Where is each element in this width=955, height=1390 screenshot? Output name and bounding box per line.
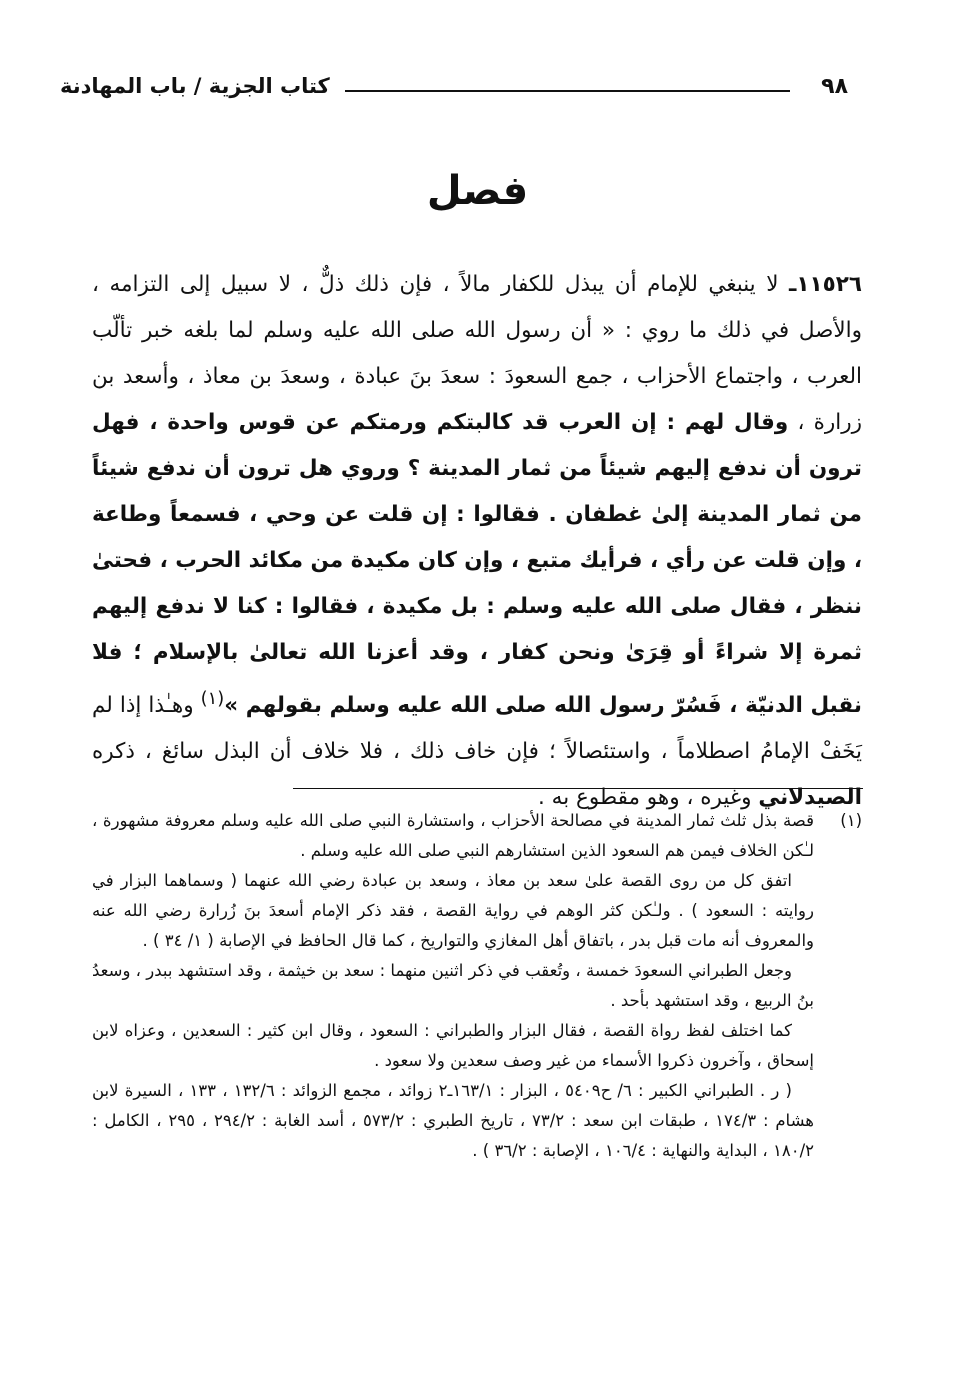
segment-bold: وقال لهم : إن العرب قد كالبتكم ورمتكم عن قوس واحدة ، فهل ترون أن ندفع إليهم شيئاً من ثمار المدينة ؟ وروي هل ترون أن ندفع شيئاً من ثمار المدينة إلىٰ غطفان . فقالوا : إن قلت عن وحي ، فسمعاً وطاعة ، وإن قلت عن رأي ، فرأيك متبع ، وإن كان مكيدة من مكائد الحرب ، فحتىٰ ننظر ، فقال صلى الله عليه وسلم : بل مكيدة ، فقالوا : كنا لا ندفع إليهم ثمرة إلا شراءً أو قِرَىٰ ونحن كفار ، وقد أعزنا الله تعالىٰ بالإسلام ؛ فلا نقبل الدنيّة ، فَسُرّ رسول الله صلى الله عليه وسلم بقولهم » bbox=[92, 410, 862, 719]
segment: لا ينبغي للإمام أن يبذل للكفار مالاً ، فإن ذلك ذلٌّ ، لا سبيل إلى التزامه ، والأصل في ذلك ما روي : « أن رسول الله صلى الله عليه وسلم لما بلغه خبر تألّب العرب ، واجتماع الأحزاب ، جمع السعودَ : سعدَ بنَ عبادة ، وسعدَ بن معاذ ، وأسعد بن زرارة ، bbox=[92, 272, 862, 435]
footnote-paragraph: كما اختلف لفظ رواة القصة ، فقال البزار والطبراني : السعود ، وقال ابن كثير : السعدين ، وعزاه لابن إسحاق ، وآخرون ذكروا الأسماء من غير وصف سعدين ولا سعود . bbox=[92, 1021, 814, 1070]
footnote-paragraph: قصة بذل ثلث ثمار المدينة في مصالحة الأحزاب ، واستشارة النبي صلى الله عليه وسلم معروفة مشهورة ، لـٰكن الخلاف فيمن هم السعود الذين استشارهم النبي صلى الله عليه وسلم . bbox=[92, 811, 814, 860]
footnote-rule bbox=[293, 788, 863, 789]
segment-bold: الصيدلاني bbox=[758, 785, 862, 811]
footnotes bbox=[92, 806, 862, 1166]
header-rule bbox=[345, 90, 790, 92]
footnote-ref: (١) bbox=[200, 688, 225, 709]
running-title: كتاب الجزية / باب المهادنة bbox=[60, 74, 330, 98]
footnote-paragraph: وجعل الطبراني السعودَ خمسة ، وتُعقب في ذكر اثنين منهما : سعد بن خيثمة ، وقد استشهد ببدر ، وسعدُ بنُ الربيع ، وقد استشهد بأحد . bbox=[92, 961, 814, 1010]
footnote-paragraph: اتفق كل من روى القصة علىٰ سعد بن معاذ ، وسعد بن عبادة رضي الله عنهما ( وسماهما البزار في روايته : السعود ) . ولـٰكن كثر الوهم في رواية القصة ، فقد ذكر الإمام أسعدَ بنَ زُرارة رضي الله عنه والمعروف أنه مات قبل بدر ، باتفاق أهل المغازي والتواريخ ، كما قال الحافظ في الإصابة ( ١/ ٣٤ ) . bbox=[92, 871, 814, 950]
page-header bbox=[60, 72, 850, 112]
main-paragraph bbox=[92, 262, 862, 821]
section-heading: فصل bbox=[426, 168, 529, 214]
main-text bbox=[92, 262, 862, 821]
footnote-body bbox=[92, 806, 814, 1166]
entry-number: ١١٥٢٦ـ bbox=[789, 272, 862, 297]
segment: وغيره ، وهو مقطوع به . bbox=[538, 785, 759, 811]
page-number: ٩٨ bbox=[821, 74, 848, 99]
footnote-marker: (١) bbox=[840, 811, 862, 830]
footnote-paragraph: ( ر . الطبراني الكبير : ٦/ ح٥٤٠٩ ، البزار : ١٦٣/١ـ٢ زوائد ، مجمع الزوائد : ١٣٢/٦ ، ١٣٣ ، السيرة لابن هشام : ١٧٤/٣ ، طبقات ابن سعد : ٧٣/٢ ، تاريخ الطبري : ٥٧٣/٢ ، أسد الغابة : ٢٩٤/٢ ، ٢٩٥ ، الكامل : ١٨٠/٢ ، البداية والنهاية : ١٠٦/٤ ، الإصابة : ٣٦/٢ ) . bbox=[92, 1081, 814, 1160]
segment: وهـٰذا إذا لم يَخَفْ الإمامُ اصطلاماً ، واستئصالاً ؛ فإن خاف ذلك ، فلا خلاف أن البذل سائغ ، ذكره bbox=[92, 693, 862, 765]
